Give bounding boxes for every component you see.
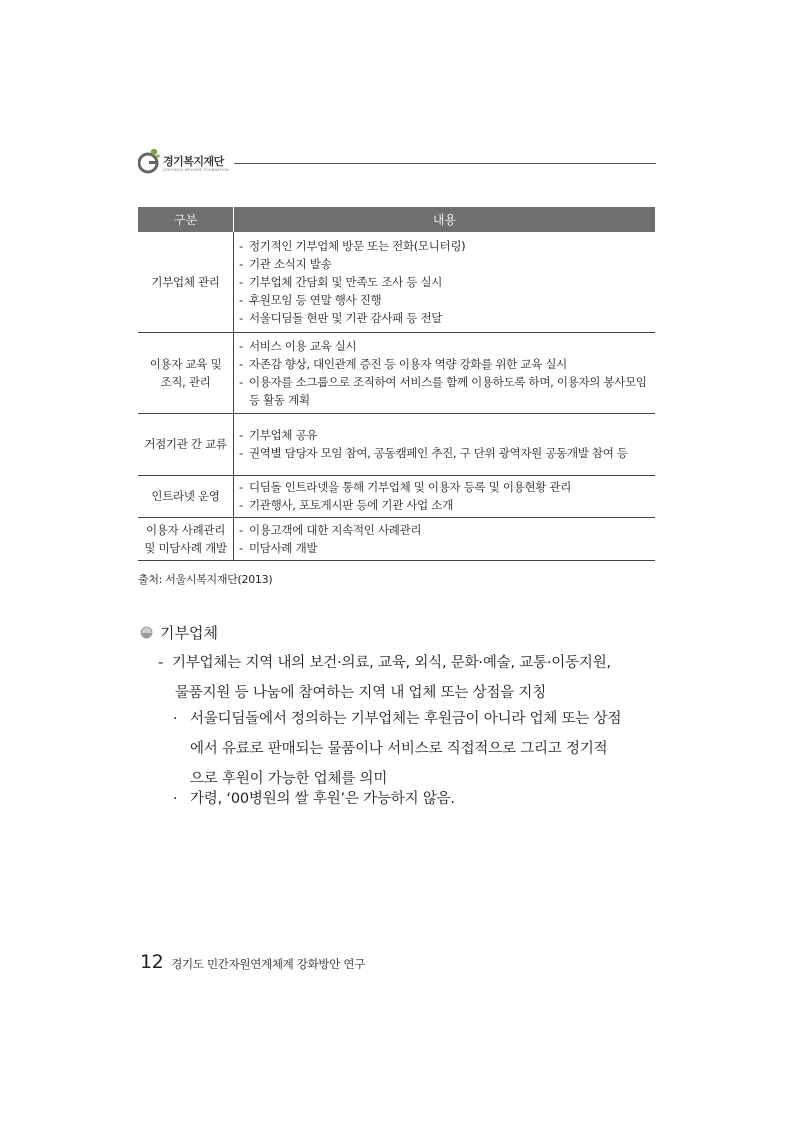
row-category: 인트라넷 운영: [138, 475, 234, 517]
header-rule: [234, 163, 656, 164]
list-item: - 자존감 향상, 대인관계 증진 등 이용자 역량 강화를 위한 교육 실시: [239, 356, 567, 371]
list-item: - 정기적인 기부업체 방문 또는 전화(모니터링): [239, 238, 466, 253]
bullet-line: 에서 유료로 판매되는 물품이나 서비스로 직접적으로 그리고 정기적: [190, 741, 608, 757]
section-title: 기부업체: [160, 624, 218, 642]
bullet-line: 으로 후원이 가능한 업체를 의미: [190, 771, 388, 787]
list-item: - 미담사례 개발: [239, 540, 318, 555]
definition-line: 기부업체는 지역 내의 보건·의료, 교육, 외식, 문화·예술, 교통·이동지원,: [172, 655, 611, 671]
list-item: - 후원모임 등 연말 행사 진행: [239, 292, 382, 307]
bullet-paragraph: · 서울디딤돌에서 정의하는 기부업체는 후원금이 아니라 업체 또는 상점 에서 유료로 판매되는 물품이나 서비스로 직접적으로 그리고 정기적 으로 후원이 가능한 업체를 의미: [173, 704, 659, 794]
bullet-paragraph: · 가령, ‘00병원의 쌀 후원’은 가능하지 않음.: [173, 791, 455, 807]
col-header-category: 구분: [138, 207, 234, 232]
page-header: [138, 148, 656, 178]
row-items: [234, 413, 656, 475]
book-title: 경기도 민간자원연계체계 강화방안 연구: [171, 957, 366, 971]
list-item: - 기부업체 공유: [239, 428, 318, 442]
section-heading: [140, 622, 218, 643]
list-item: - 기부업체 간담회 및 만족도 조사 등 실시: [239, 274, 443, 289]
list-item: - 이용자를 소그룹으로 조직하여 서비스를 함께 이용하도록 하며, 이용자의 봉사모임 등 활동 계획: [239, 374, 647, 407]
org-subtitle: GYEONGGI WELFARE FOUNDATION: [163, 168, 229, 172]
foundation-logo-icon: [138, 148, 160, 174]
list-item: - 이용고객에 대한 지속적인 사례관리: [239, 522, 422, 537]
bullet-line: 가령, ‘00병원의 쌀 후원’은 가능하지 않음.: [190, 791, 455, 807]
definition-paragraph: - 기부업체는 지역 내의 보건·의료, 교육, 외식, 문화·예술, 교통·이동지원, 물품지원 등 나눔에 참여하는 지역 내 업체 또는 상점을 지칭: [158, 648, 658, 708]
list-item: - 서비스 이용 교육 실시: [239, 338, 357, 353]
row-items: [234, 517, 656, 560]
row-category: 거점기관 간 교류: [138, 413, 234, 475]
bullet-line: 서울디딤돌에서 정의하는 기부업체는 후원금이 아니라 업체 또는 상점: [190, 711, 622, 727]
col-header-content: 내용: [234, 207, 656, 232]
list-item: - 권역별 담당자 모임 참여, 공동캠페인 추진, 구 단위 광역자원 공동개발 참여 등: [239, 446, 628, 460]
table-header-row: [138, 207, 655, 232]
table-row: [138, 475, 655, 517]
table-row: [138, 332, 655, 413]
page-number: 12: [140, 951, 164, 973]
row-category: 기부업체 관리: [138, 232, 234, 332]
table-row: [138, 413, 655, 475]
list-item: - 디딤돌 인트라넷을 통해 기부업체 및 이용자 등록 및 이용현황 관리: [239, 480, 572, 494]
page-footer: [140, 951, 365, 973]
table-row: [138, 517, 655, 560]
row-category: 이용자 교육 및 조직, 관리: [138, 332, 234, 413]
table-row: [138, 232, 655, 332]
list-item: - 기관 소식지 발송: [239, 256, 332, 271]
definition-line: 물품지원 등 나눔에 참여하는 지역 내 업체 또는 상점을 지칭: [175, 685, 547, 701]
list-item: - 기관행사, 포토게시판 등에 기관 사업 소개: [239, 498, 453, 512]
row-items: [234, 332, 656, 413]
activity-table: [138, 207, 655, 561]
row-items: [234, 475, 656, 517]
row-category: 이용자 사례관리 및 미담사례 개발: [138, 517, 234, 560]
org-name: 경기복지재단: [163, 155, 224, 168]
list-item: - 서울디딤돌 현판 및 기관 감사패 등 전달: [239, 310, 443, 325]
row-items: [234, 232, 656, 332]
table-source: 출처: 서울시복지재단(2013): [138, 573, 273, 586]
round-bullet-icon: [140, 626, 153, 639]
